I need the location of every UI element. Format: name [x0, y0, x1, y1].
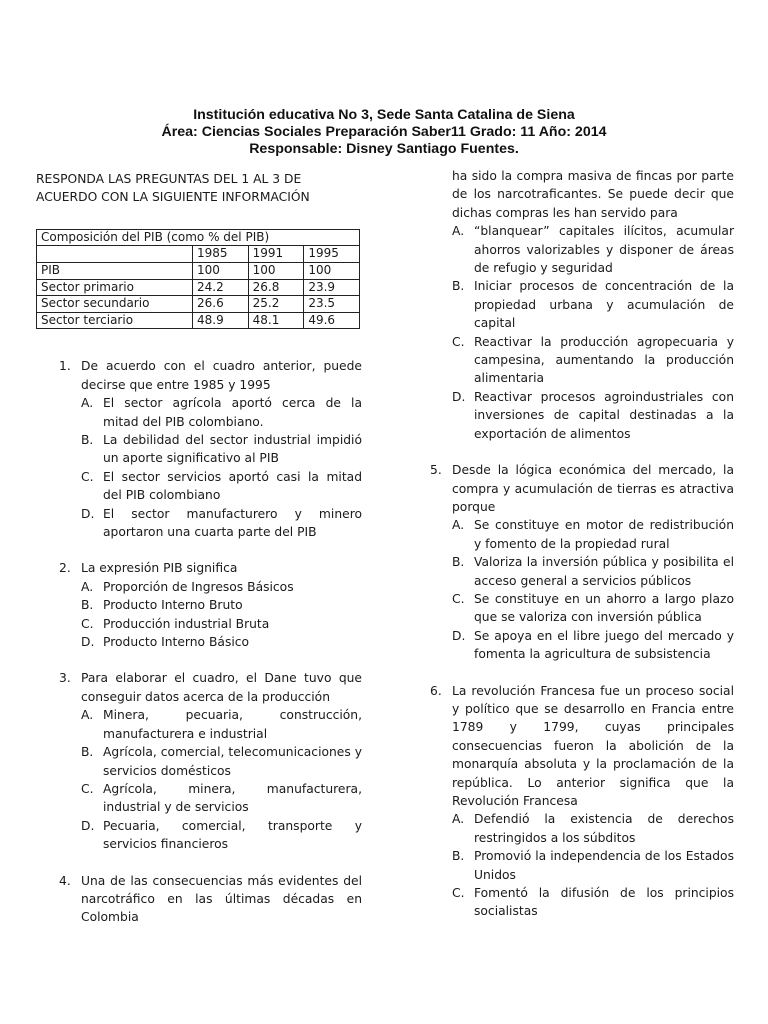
pib-table	[36, 229, 360, 330]
table-cell: 25.2	[248, 296, 304, 313]
table-cell: 100	[193, 263, 249, 280]
right-column	[432, 167, 734, 921]
option-a[interactable]: A. Se constituye en motor de redistribución y fomento de la propiedad rural	[452, 518, 734, 551]
table-header-row	[37, 246, 360, 263]
question-number: 2.	[59, 561, 71, 576]
table-row	[37, 279, 360, 296]
option-b[interactable]: B. Producto Interno Bruto	[81, 598, 243, 613]
row-label: Sector primario	[37, 279, 193, 296]
options-list	[81, 706, 362, 853]
left-column	[36, 170, 362, 927]
option-b[interactable]: B. Valoriza la inversión pública y posibilita el acceso general a servicios públicos	[452, 555, 734, 588]
option-b[interactable]: B. Promovió la independencia de los Estados Unidos	[452, 849, 734, 882]
table-row	[37, 263, 360, 280]
year-header: 1995	[304, 246, 360, 263]
question-stem: La revolución Francesa fue un proceso social y político que se desarrollo en Francia entre 1789 y 1799, cuyas principales consecuencias fueron la abolición de la monarquía absoluta y la proclamación de la república. Lo anterior significa que la Revolución Francesa	[452, 683, 734, 808]
option-a[interactable]: A. “blanquear” capitales ilícitos, acumular ahorros valorizables y disponer de áreas de refugio y seguridad	[452, 224, 734, 276]
question-number: 5.	[430, 463, 442, 478]
question-3	[36, 669, 362, 853]
option-b[interactable]: B. Iniciar procesos de concentración de la propiedad urbana y acumulación de capital	[452, 279, 734, 331]
option-a[interactable]: A. Proporción de Ingresos Básicos	[81, 579, 294, 594]
option-c[interactable]: C. Producción industrial Bruta	[81, 616, 270, 631]
question-stem: Para elaborar el cuadro, el Dane tuvo que conseguir datos acerca de la producción	[81, 671, 362, 704]
row-label: Sector secundario	[37, 296, 193, 313]
options-list	[452, 810, 734, 920]
header-institution: Institución educativa No 3, Sede Santa Catalina de Siena	[193, 107, 575, 123]
table-cell: 48.9	[193, 312, 249, 329]
option-a[interactable]: A. Minera, pecuaria, construcción, manufacturera e industrial	[81, 708, 362, 741]
question-stem: La expresión PIB significa	[81, 561, 238, 576]
option-b[interactable]: B. Agrícola, comercial, telecomunicaciones y servicios domésticos	[81, 745, 362, 778]
question-stem: Desde la lógica económica del mercado, la compra y acumulación de tierras es atractiva porque	[452, 463, 734, 514]
question-1	[36, 357, 362, 541]
table-cell: 100	[248, 263, 304, 280]
option-c[interactable]: C. Agrícola, minera, manufacturera, industrial y de servicios	[81, 781, 362, 815]
table-row	[37, 296, 360, 313]
question-stem: De acuerdo con el cuadro anterior, puede decirse que entre 1985 y 1995	[81, 359, 362, 392]
options-list	[81, 394, 362, 541]
option-d[interactable]: D. Producto Interno Básico	[81, 635, 250, 650]
table-cell: 100	[304, 263, 360, 280]
table-cell: 23.5	[304, 296, 360, 313]
options-list	[452, 222, 734, 443]
question-stem: Una de las consecuencias más evidentes del narcotráfico en las últimas décadas en Colombia	[81, 873, 362, 925]
row-label: Sector terciario	[37, 312, 193, 329]
table-row	[37, 312, 360, 329]
option-a[interactable]: A. El sector agrícola aportó cerca de la mitad del PIB colombiano.	[81, 396, 362, 429]
table-caption: Composición del PIB (como % del PIB)	[37, 229, 360, 246]
question-5	[432, 461, 734, 663]
question-6	[432, 682, 734, 921]
question-4	[36, 872, 362, 927]
table-cell: 26.8	[248, 279, 304, 296]
instructions: RESPONDA LAS PREGUNTAS DEL 1 AL 3 DE ACUERDO CON LA SIGUIENTE INFORMACIÓN	[36, 172, 310, 205]
table-cell: 26.6	[193, 296, 249, 313]
table-cell: 49.6	[304, 312, 360, 329]
option-c[interactable]: C. Se constituye en un ahorro a largo plazo que se valoriza con inversión pública	[452, 591, 734, 625]
options-list	[452, 516, 734, 663]
header-area: Área: Ciencias Sociales Preparación Saber11 Grado: 11 Año: 2014	[161, 124, 607, 140]
row-label: PIB	[37, 263, 193, 280]
question-number: 1.	[59, 359, 71, 374]
year-header: 1991	[248, 246, 304, 263]
question-number: 6.	[430, 683, 442, 698]
option-d[interactable]: D. Reactivar procesos agroindustriales con inversiones de capital destinadas a la exportación de alimentos	[452, 389, 734, 441]
question-number: 4.	[59, 873, 71, 888]
table-cell: 24.2	[193, 279, 249, 296]
question-4-continued	[432, 167, 734, 443]
question-number: 3.	[59, 671, 71, 686]
option-d[interactable]: D. Pecuaria, comercial, transporte y servicios financieros	[81, 818, 362, 852]
document-header	[0, 107, 768, 158]
option-c[interactable]: C. Reactivar la producción agropecuaria y campesina, aumentando la producción alimentaria	[452, 334, 734, 386]
options-list	[81, 578, 362, 652]
option-b[interactable]: B. La debilidad del sector industrial impidió un aporte significativo al PIB	[81, 433, 362, 466]
option-d[interactable]: D. El sector manufacturero y minero aportaron una cuarta parte del PIB	[81, 506, 362, 540]
option-c[interactable]: C. Fomentó la difusión de los principios socialistas	[452, 886, 734, 919]
option-c[interactable]: C. El sector servicios aportó casi la mitad del PIB colombiano	[81, 469, 362, 503]
table-cell: 23.9	[304, 279, 360, 296]
table-cell: 48.1	[248, 312, 304, 329]
option-a[interactable]: A. Defendió la existencia de derechos restringidos a los súbditos	[452, 812, 734, 845]
option-d[interactable]: D. Se apoya en el libre juego del mercado y fomenta la agricultura de subsistencia	[452, 628, 734, 662]
year-header: 1985	[193, 246, 249, 263]
question-2	[36, 559, 362, 651]
question-stem-continued: ha sido la compra masiva de fincas por parte de los narcotraficantes. Se puede decir que dichas compras les han servido para	[452, 169, 734, 220]
header-responsible: Responsable: Disney Santiago Fuentes.	[249, 141, 519, 157]
